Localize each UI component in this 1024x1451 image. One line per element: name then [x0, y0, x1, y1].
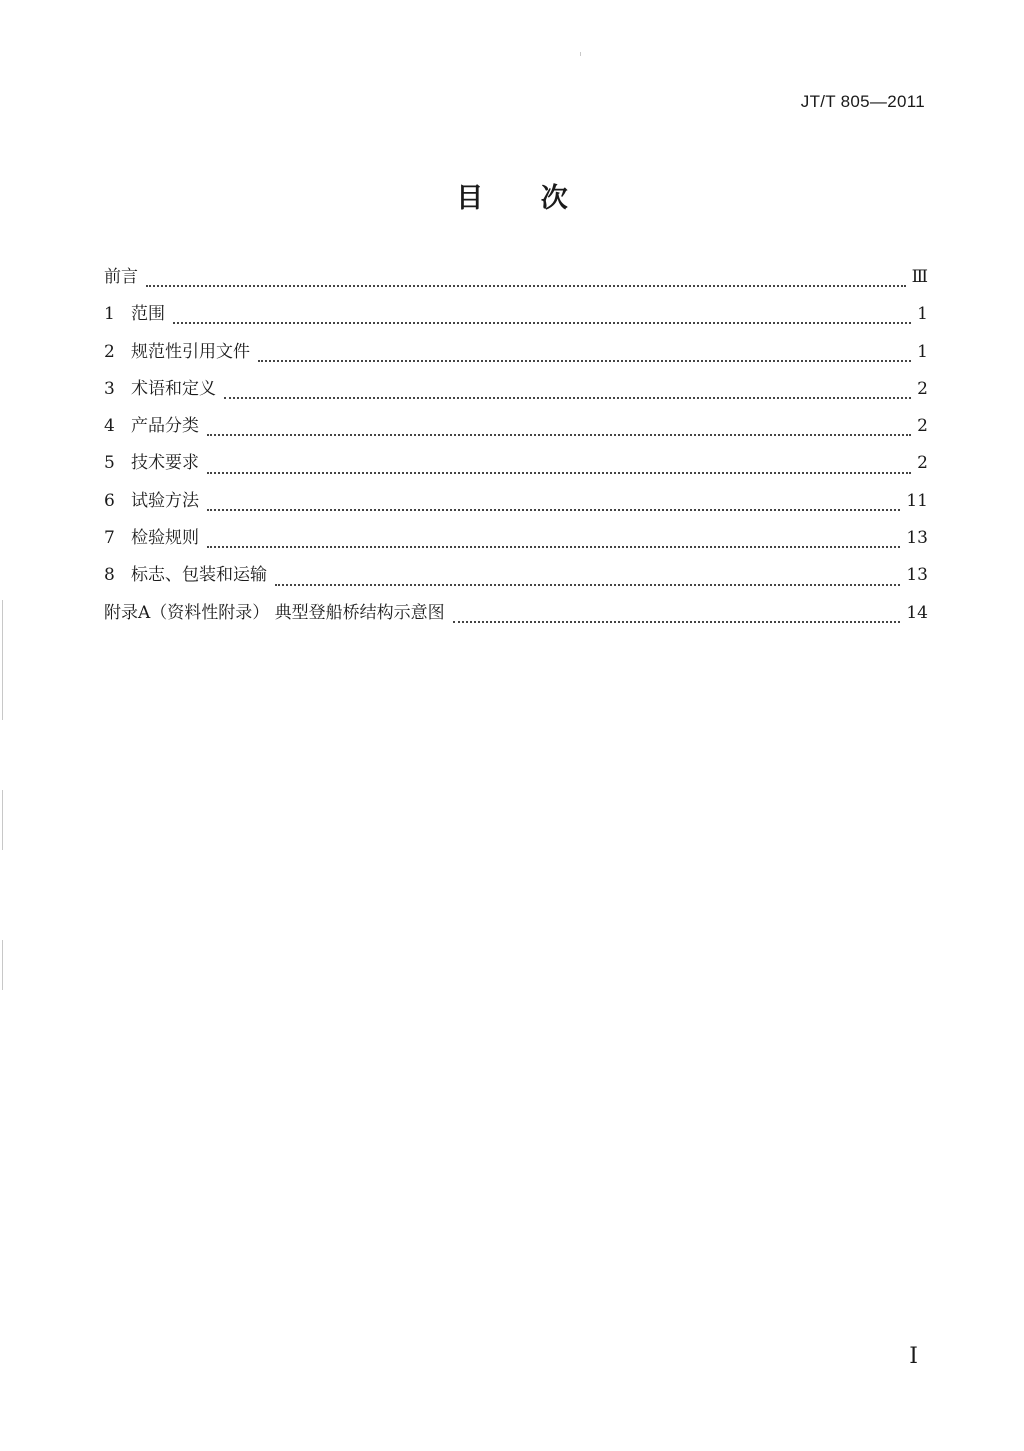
- toc-entry-terms-definitions[interactable]: [104, 374, 928, 411]
- toc-entry-test-methods[interactable]: [104, 486, 928, 523]
- standard-code: JT/T 805—2011: [800, 92, 925, 111]
- dot-leader: [207, 471, 911, 474]
- toc-entry-number: 1: [104, 304, 115, 325]
- toc-title: 目 次: [456, 183, 568, 214]
- scan-artifact: [2, 790, 3, 850]
- toc-entry-page: Ⅲ: [911, 267, 928, 287]
- toc-entry-page: 2: [917, 453, 928, 474]
- toc-entry-foreword[interactable]: [104, 262, 928, 299]
- toc-entry-number: 4: [104, 416, 115, 437]
- toc-entry-technical-requirements[interactable]: [104, 448, 928, 485]
- toc-entry-title: 产品分类: [131, 416, 199, 437]
- dot-leader: [207, 508, 900, 511]
- toc-entry-number: 3: [104, 378, 115, 399]
- toc-entry-page: 2: [917, 416, 928, 437]
- toc-entry-number: 8: [104, 565, 115, 586]
- toc-entry-normative-references[interactable]: [104, 337, 928, 374]
- toc-entry-classification[interactable]: [104, 411, 928, 448]
- toc-entry-page: 13: [906, 528, 928, 549]
- toc-entry-page: 2: [917, 378, 928, 399]
- dot-leader: [275, 583, 900, 586]
- toc-entry-title: 检验规则: [131, 528, 199, 549]
- toc-entry-number: 2: [104, 341, 115, 362]
- toc-entry-number: 6: [104, 490, 115, 511]
- dot-leader: [207, 545, 900, 548]
- toc-entry-scope[interactable]: [104, 299, 928, 336]
- scan-artifact: [2, 600, 3, 720]
- table-of-contents: [104, 262, 928, 635]
- toc-entry-title: 试验方法: [131, 490, 199, 511]
- toc-entry-title: 标志、包装和运输: [131, 565, 267, 586]
- toc-entry-title: 附录A（资料性附录） 典型登船桥结构示意图: [104, 602, 445, 623]
- toc-entry-number: 7: [104, 528, 115, 549]
- toc-entry-page: 1: [917, 304, 928, 325]
- scan-artifact: [580, 52, 581, 56]
- scan-artifact: [2, 940, 3, 990]
- dot-leader: [453, 620, 901, 623]
- toc-entry-page: 14: [906, 602, 928, 623]
- toc-entry-title: 术语和定义: [131, 378, 216, 399]
- toc-entry-title: 范围: [131, 304, 165, 325]
- toc-entry-title: 前言: [104, 267, 138, 287]
- toc-entry-annex-a[interactable]: [104, 598, 928, 635]
- toc-entry-page: 1: [917, 341, 928, 362]
- toc-entry-marking-packaging[interactable]: [104, 560, 928, 597]
- page-number: I: [909, 1344, 918, 1369]
- toc-entry-number: 5: [104, 453, 115, 474]
- toc-entry-title: 技术要求: [131, 453, 199, 474]
- toc-entry-page: 11: [906, 490, 928, 511]
- toc-entry-page: 13: [906, 565, 928, 586]
- dot-leader: [173, 321, 911, 324]
- toc-entry-title: 规范性引用文件: [131, 341, 250, 362]
- dot-leader: [207, 433, 911, 436]
- dot-leader: [146, 284, 906, 287]
- toc-entry-inspection-rules[interactable]: [104, 523, 928, 560]
- dot-leader: [224, 396, 911, 399]
- dot-leader: [258, 359, 911, 362]
